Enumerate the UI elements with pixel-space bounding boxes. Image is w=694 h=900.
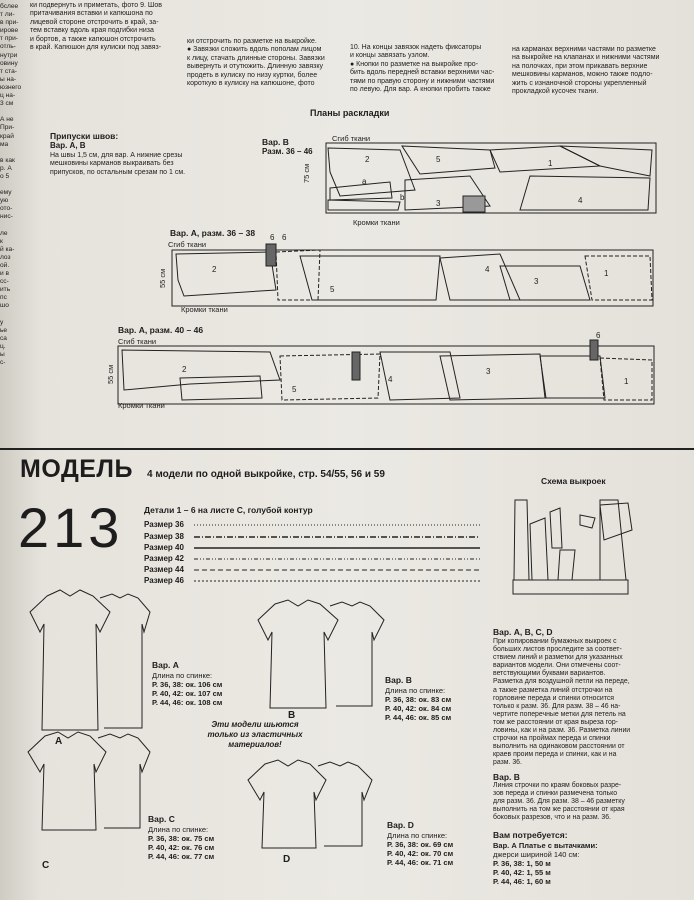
left-margin-fragment: ы на-	[0, 75, 17, 83]
varA-row-1: Р. 36, 38: ок. 106 см	[152, 680, 223, 689]
varB-row-3: Р. 44, 46: ок. 85 см	[385, 713, 452, 722]
left-margin-fragment: т ста-	[0, 67, 17, 75]
varA1-piece-4: 4	[485, 265, 490, 274]
left-margin-fragment: к	[0, 237, 3, 245]
varA2-piece-3: 3	[486, 367, 491, 376]
varA-row-2: Р. 40, 42: ок. 107 см	[152, 689, 223, 698]
sketch-label-D: D	[283, 854, 291, 865]
materials-row-3: Р. 44, 46: 1, 60 м	[493, 877, 551, 886]
varB-length-label: Длина по спинке:	[385, 686, 446, 695]
top-text-col4: на карманах верхними частями по разметке на выкройке на клапанах и нижними частями на полочках, при этом прикавать верхние мешковины карманов, можно также подло- жить с изнаночной стороны укрепленный прокладкой кусочек ткани.	[512, 46, 660, 96]
left-margin-fragment: сс-	[0, 278, 9, 286]
varA2-layout-title: Вар. А, разм. 40 – 46	[118, 325, 204, 335]
sketch-label-B: B	[288, 710, 296, 721]
size-label-40: Размер 40	[144, 543, 184, 552]
varA1-layout-title: Вар. А, разм. 36 – 38	[170, 228, 256, 238]
allowance-text: На швы 1,5 см, для вар. А нижние срезы мешковины карманов выкраивать без припусков, по остальным срезам по 1 см.	[50, 152, 186, 176]
size-label-44: Размер 44	[144, 565, 184, 574]
varB-fold-label: Сгиб ткани	[332, 134, 371, 143]
sketch-A	[30, 590, 150, 730]
left-margin-fragment: ему	[0, 189, 12, 197]
size-label-36: Размер 36	[144, 520, 184, 529]
left-margin-fragment: ц.	[0, 342, 6, 350]
varA2-width-label: 55 см	[106, 364, 115, 384]
materials-heading: Вам потребуется:	[493, 830, 568, 840]
left-margin-fragment: бслее	[0, 3, 19, 10]
left-margin-fragment: ирове	[0, 27, 19, 35]
left-margin-fragment: нис-	[0, 213, 13, 221]
model-headline: 4 модели по одной выкройке, стр. 54/55, 56 и 59	[147, 469, 385, 480]
varA1-piece-3: 3	[534, 277, 539, 286]
left-margin-fragment: ую	[0, 197, 9, 205]
left-margin-fragment: ить	[0, 286, 11, 294]
size-label-42: Размер 42	[144, 554, 184, 563]
left-margin-fragment: с-	[0, 359, 6, 367]
varA-row-3: Р. 44, 46: ок. 108 см	[152, 698, 223, 707]
sketch-C	[28, 732, 150, 830]
left-margin-fragment: т при-	[0, 35, 18, 43]
varD-row-2: Р. 40, 42: ок. 70 см	[387, 849, 454, 858]
varC-length-label: Длина по спинке:	[148, 825, 209, 834]
left-margin-fragment: т ли-	[0, 11, 15, 19]
top-text-col1: ки подвернуть и приметать, фото 9. Шов притачивания вставки и капюшона по лицевой стороне отстрочить в край, за- тем вставку вдоль края подгибки низа и бортов, а также капюшон отстрочить в край. Капюшон для кулиски под завяз-	[30, 2, 162, 52]
varD-title: Вар. D	[387, 820, 414, 830]
size-label-38: Размер 38	[144, 532, 184, 541]
varA2-fold-label: Сгиб ткани	[118, 337, 157, 346]
right-text-2: Линия строчки по краям боковых разре- зов переда и спинки размечена только для разм. 36. Для разм. 38 – 46 разметку выполнить на том же расстоянии от края боковых разрезов, что и на разм. 36.	[493, 782, 625, 822]
top-text-col2: ки отстрочить по разметке на выкройке. ● Завязки сложить вдоль пополам лицом к лицу, стачать длинные стороны. Завязки вывернуть и отутюжить. Длинную завязку продеть в кулиску по низу куртки, более короткую в кулиску на капюшоне, фото	[187, 38, 325, 88]
right-text-1: При копировании бумажных выкроек с больших листов проследите за соответ- ствием линий и разметки для указанных вариантов модели. Они отмечены соот- ветствующими буквами вариантов. Разметка для воздушной петли на переде, а также разметка линий отстрочки на горловине переда и спинки относится только к разм. 36. Для разм. 38 – 46 на- чертите поперечные метки для петель на том же расстоянии от края выреза гор- ловины, как и на разм. 36. Разметка линии строчки на проймах переда и спинки выполнить на одинаковом расстоянии от краев проим переда и спинки, как и на разм. 36.	[493, 638, 631, 767]
varA1-width-label: 55 см	[158, 268, 167, 288]
elastic-note: Эти модели шьются только из эластичных материалов!	[207, 720, 303, 749]
varB-piece-3: 3	[436, 199, 441, 208]
left-margin-fragment: в как	[0, 156, 15, 164]
materials-row-1: Р. 36, 38: 1, 50 м	[493, 859, 551, 868]
left-margin-fragment: у	[0, 318, 4, 326]
sketch-label-A: A	[55, 736, 63, 747]
varB-title: Вар. В	[385, 675, 412, 685]
varB-layout-sizes: Разм. 36 – 46	[262, 147, 313, 156]
left-margin-fragment: отль-	[0, 43, 16, 51]
varD-row-1: Р. 36, 38: ок. 69 см	[387, 840, 454, 849]
left-margin-fragment: шо	[0, 302, 9, 310]
varC-row-1: Р. 36, 38: ок. 75 см	[148, 834, 215, 843]
materials-fabric: джерси шириной 140 см:	[493, 850, 580, 859]
model-number: 213	[18, 496, 124, 559]
varA1-piece-1: 1	[604, 269, 609, 278]
sketch-D	[248, 760, 372, 848]
left-margin-fragment: ц на-	[0, 92, 16, 100]
top-text-col3: 10. На концы завязок надеть фиксаторы и концы завязать узлом. ● Кнопки по разметке на выкройке про- бить вдоль передней вставки верхними час- тями по правую сторону и нижними частями по левую. Для вар. А кнопки пробить также	[350, 44, 495, 94]
model-label: МОДЕЛЬ	[20, 455, 133, 483]
varA2-selvage-label: Кромки ткани	[118, 401, 165, 410]
sketch-B	[258, 600, 384, 708]
varD-length-label: Длина по спинке:	[387, 831, 448, 840]
left-margin-fragment: ье	[0, 326, 8, 334]
varB-piece-b: b	[400, 193, 405, 202]
varB-piece-2: 2	[365, 155, 370, 164]
materials-row-2: Р. 40, 42: 1, 55 м	[493, 868, 551, 877]
left-margin-fragment: в при-	[0, 19, 19, 27]
model-details: Детали 1 – 6 на листе С, голубой контур	[144, 505, 313, 515]
left-margin-fragment: нутри	[0, 51, 18, 59]
left-margin-fragment: ма	[0, 140, 9, 148]
varA-title: Вар. А	[152, 660, 179, 670]
left-margin-fragment: р. А	[0, 164, 12, 172]
varC-row-3: Р. 44, 46: ок. 77 см	[148, 852, 215, 861]
left-margin-fragment: са	[0, 334, 7, 342]
varC-title: Вар. С	[148, 814, 175, 824]
left-margin-fragment: А не	[0, 116, 14, 124]
varA1-piece-6b: 6	[270, 233, 275, 242]
varA1-piece-2: 2	[212, 265, 217, 274]
varA2-piece-2: 2	[182, 365, 187, 374]
varA2-piece-6: 6	[596, 331, 601, 340]
varA1-piece-5: 5	[330, 285, 335, 294]
varD-row-3: Р. 44, 46: ок. 71 см	[387, 858, 454, 867]
size-line-samples	[194, 525, 480, 581]
scheme-title: Схема выкроек	[541, 476, 606, 486]
varA-length-label: Длина по спинке:	[152, 671, 213, 680]
allowance-variants: Вар. А, В	[50, 141, 86, 150]
right-heading-2: Вар. В	[493, 772, 520, 782]
varC-row-2: Р. 40, 42: ок. 76 см	[148, 843, 215, 852]
materials-varA: Вар. А Платье с вытачками:	[493, 841, 598, 850]
left-margin-fragment: и в	[0, 270, 10, 278]
varB-width-label: 75 см	[302, 163, 311, 183]
left-margin-fragment: лоз	[0, 253, 11, 261]
varA1-layout-plan	[172, 244, 653, 306]
varB-piece-4: 4	[578, 196, 583, 205]
left-margin-fragment: край	[0, 132, 14, 140]
varB-layout-plan	[326, 143, 656, 213]
right-heading-1: Вар. А, В, С, D	[493, 627, 553, 637]
varA1-fold-label: Сгиб ткани	[168, 240, 207, 249]
varB-layout-title: Вар. В	[262, 137, 289, 147]
sketch-label-C: C	[42, 860, 50, 871]
varB-piece-a: a	[362, 177, 367, 186]
left-margin-fragment: пс	[0, 294, 7, 302]
varA2-piece-5: 5	[292, 385, 297, 394]
size-label-46: Размер 46	[144, 576, 184, 585]
varA1-piece-6: 6	[282, 233, 287, 242]
varB-selvage-label: Кромки ткани	[353, 218, 400, 227]
varA2-piece-4: 4	[388, 375, 393, 384]
left-margin-fragment: юзнего	[0, 83, 22, 91]
left-margin-fragment: 3 см	[0, 100, 14, 108]
left-margin-fragment: овину	[0, 59, 18, 67]
varB-row-2: Р. 40, 42: ок. 84 см	[385, 704, 452, 713]
varB-piece-5: 5	[436, 155, 441, 164]
left-margin-fragment: ой.	[0, 262, 10, 269]
left-margin-fragment: ото-	[0, 205, 13, 213]
left-margin-fragment: ы	[0, 351, 5, 359]
left-margin-fragment: При-	[0, 124, 15, 132]
pattern-scheme	[513, 500, 632, 594]
varB-row-1: Р. 36, 38: ок. 83 см	[385, 695, 452, 704]
left-margin-fragment: ле	[0, 229, 8, 237]
left-margin-fragment: й ка-	[0, 245, 15, 253]
varA2-layout-plan	[118, 340, 654, 404]
varA1-selvage-label: Кромки ткани	[181, 305, 228, 314]
varB-piece-1: 1	[548, 159, 553, 168]
allowance-title: Припуски швов:	[50, 131, 119, 141]
varA2-piece-1: 1	[624, 377, 629, 386]
left-margin-fragment: о 5	[0, 172, 10, 180]
layouts-title: Планы раскладки	[310, 108, 390, 118]
